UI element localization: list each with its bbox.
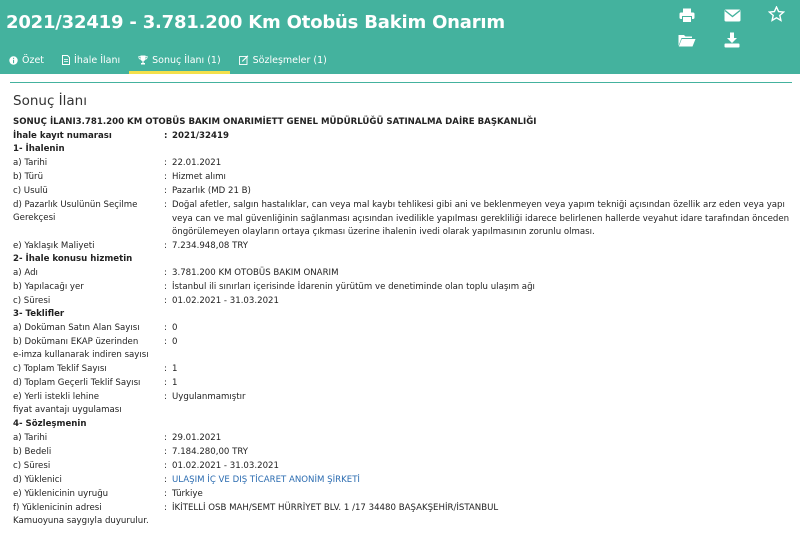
section-2-title: 2- İhale konusu hizmetin: [13, 254, 133, 264]
tab-label: Özet: [22, 54, 45, 66]
tab-ihale-ilani[interactable]: [53, 46, 129, 74]
folder-open-icon[interactable]: [677, 30, 697, 50]
document-icon: [62, 55, 70, 65]
tab-label: İhale İlanı: [74, 54, 121, 66]
star-icon[interactable]: [766, 4, 786, 24]
footer-notice: Kamuoyuna saygıyla duyurulur.: [13, 516, 149, 526]
section-3-title: 3- Teklifler: [13, 309, 65, 319]
registry-label: İhale kayıt numarası: [13, 131, 112, 141]
tab-sozlesmeler[interactable]: [230, 46, 336, 74]
page-title: 2021/32419 - 3.781.200 Km Otobüs Bakim Onarım: [6, 12, 505, 33]
registry-value: 2021/32419: [172, 131, 229, 141]
section-4-title: 4- Sözleşmenin: [13, 419, 87, 429]
trophy-icon: [138, 55, 148, 65]
contractor-link[interactable]: ULAŞIM İÇ VE DIŞ TİCARET ANONİM ŞİRKETİ: [172, 475, 360, 485]
download-icon[interactable]: [722, 30, 742, 50]
tab-ozet[interactable]: [0, 46, 53, 74]
info-icon: [9, 56, 18, 65]
tab-bar: [0, 46, 336, 74]
edit-icon: [239, 55, 249, 65]
section-heading: Sonuç İlanı: [13, 93, 87, 109]
tab-label: Sonuç İlanı (1): [152, 54, 221, 66]
announcement-title: SONUÇ İLANI3.781.200 KM OTOBÜS BAKIM ONARIMİETT GENEL MÜDÜRLÜĞÜ SATINALMA DAİRE BAŞKANLIĞI: [13, 117, 537, 127]
tab-label: Sözleşmeler (1): [252, 54, 327, 66]
content-divider: [10, 82, 792, 83]
print-icon[interactable]: [677, 5, 697, 25]
section-1-title: 1- İhalenin: [13, 144, 65, 154]
mail-icon[interactable]: [722, 5, 742, 25]
tab-sonuc-ilani[interactable]: [129, 46, 230, 74]
top-header-bar: [0, 0, 800, 74]
